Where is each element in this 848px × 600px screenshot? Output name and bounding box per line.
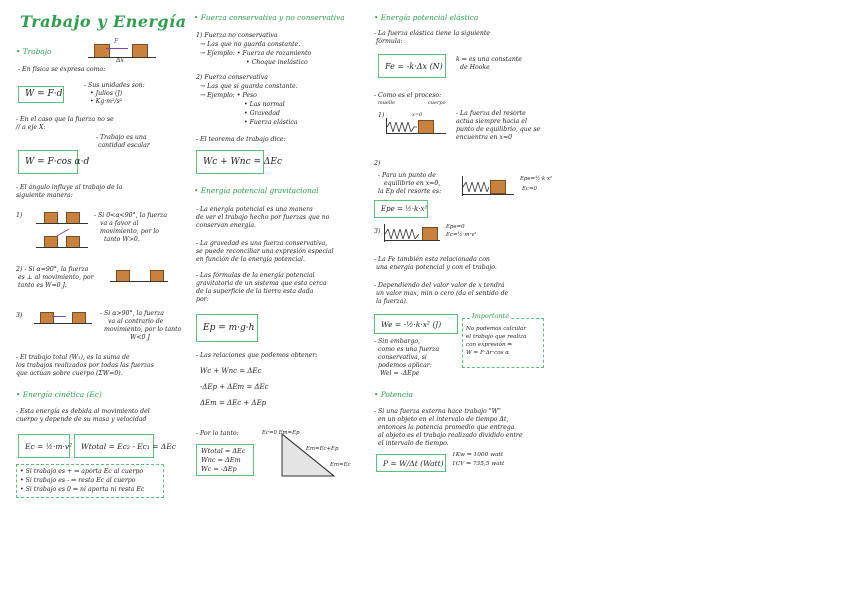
potencial-line-1: - La energía potencial es una manera	[196, 206, 313, 213]
total-line-2: los trabajos realizados por todas las fuerzas	[16, 362, 154, 369]
case3-line-1: - Si α>90°, la fuerza	[100, 310, 164, 317]
formula-work: W = F·d	[18, 86, 64, 103]
potencial-heading: • Energía potencial gravitacional	[194, 186, 319, 195]
elastica-heading: • Energía potencial elástica	[374, 13, 479, 22]
punto-line-3: la Ep del resorte es:	[378, 188, 442, 195]
gravedad-line-1: - La gravedad es una fuerza conservativa,	[196, 240, 328, 247]
formula-epe: Epe = ½·k·x²	[374, 200, 428, 218]
case2-line-1: 2) - Si α=90°, la fuerza	[16, 266, 89, 273]
proceso-text: - Como es el proceso:	[374, 92, 442, 99]
case2-line-2: es ⊥ al movimiento, por	[18, 274, 94, 281]
formulas-line-4: por:	[196, 296, 209, 303]
rule-zero: • Si trabajo es 0 ⇒ ni aporta ni resta Ec	[20, 486, 145, 493]
fuerzas-heading: • Fuerza conservativa y no conservativa	[194, 13, 345, 22]
spring-figure-2	[462, 176, 516, 200]
k-line-2: de Hooke	[460, 64, 490, 71]
dep-line-1: - Dependiendo del valor valor de x tendrá	[374, 282, 505, 289]
case3-line-3: movimiento, por lo tanto	[104, 326, 182, 333]
formulas-line-3: de la superficie de la tierra esta dada	[196, 288, 314, 295]
fuerza-line-4: encuentra en x=0	[456, 134, 513, 141]
case1-number: 1)	[16, 212, 23, 219]
fig2-number: 2)	[374, 160, 381, 167]
units-line-2: • Julios (J)	[90, 90, 123, 97]
potencial-line-2: de ver el trabajo hecho por fuerzas que no	[196, 214, 330, 221]
summary-line-3: Wc = -ΔEp	[201, 465, 237, 473]
x0-label: x=0	[412, 112, 423, 118]
case1-figure	[36, 206, 90, 252]
units-line-1: - Sus unidades son:	[84, 82, 145, 89]
fig3-number: 3)	[374, 228, 381, 235]
triangle-label-bottom: Em=Ec	[330, 462, 351, 468]
fig3-epe: Epe=0	[446, 224, 465, 230]
case1-line-2: va a favor al	[100, 220, 139, 227]
total-line-1: - El trabajo total (W₁), es la suma de	[16, 354, 130, 361]
escalar-line-2: cantidad escalar	[98, 142, 150, 149]
importante-line-1: No podemos calcular	[466, 326, 526, 332]
angulo-line-2: siguiente manera:	[16, 192, 73, 199]
case1-line-1: - Si 0<α<90°, la fuerza	[94, 212, 168, 219]
sin-line-4: podemos aplicar:	[378, 362, 432, 369]
units-line-3: • Kg·m²/s²	[90, 98, 123, 105]
spring-figure-1	[386, 118, 448, 138]
nc-title: 1) Fuerza no conservativa	[196, 32, 278, 39]
formula-potencia: P = W/Δt (Watt)	[376, 454, 446, 472]
importante-title: Importante	[472, 312, 510, 320]
formula-ec: Ec = ½·m·v²	[18, 434, 70, 458]
nc-item-3: • Choque inelástico	[246, 59, 308, 66]
potencia-line-2: en un objeto en el intervalo de tiempo Δt,	[378, 416, 509, 423]
fuerza-line-1: - La fuerza del resorte	[456, 110, 526, 117]
formula-work-cos: W = F·cos α·d	[18, 150, 78, 174]
relaciones-text: - Las relaciones que podemos obtener:	[196, 352, 318, 359]
formula-wtotal: Wtotal = Ec₂ - Ec₁ = ΔEc	[74, 434, 154, 458]
potencia-line-1: - Si una fuerza externa hace trabajo "W"	[374, 408, 501, 415]
trabajo-figure	[88, 40, 158, 62]
angulo-line-1: - El ángulo influye al trabajo de la	[16, 184, 123, 191]
c-item-1: → Las que si guarda constante.	[200, 83, 298, 90]
c-item-3: • Las normal	[244, 101, 285, 108]
formula-we: We = -½·k·x² (J)	[374, 314, 458, 334]
fuerza-line-3: punto de equilibrio, que se	[456, 126, 541, 133]
spring-figure-3	[384, 224, 442, 246]
nc-item-1: → Las que no guarda constante.	[200, 41, 301, 48]
c-title: 2) Fuerza conservativa	[196, 74, 268, 81]
hooke-line-2: fórmula:	[376, 38, 403, 45]
fuerza-line-2: actúa siempre hacia el	[456, 118, 527, 125]
potencia-heading: • Potencia	[374, 390, 413, 399]
case1-line-3: movimiento, por lo	[100, 228, 160, 235]
sin-line-2: como es una fuerza	[378, 346, 440, 353]
case3-line-4: W<0 J	[130, 334, 150, 341]
k-line-1: k ⇒ es una constante	[456, 56, 522, 63]
fig3-ec: Ec=½·m·v²	[446, 232, 477, 238]
sin-line-1: - Sin embargo,	[374, 338, 421, 345]
fig2-epe: Epe=½·k·x²	[520, 176, 553, 182]
caso-line-1: - En el caso que la fuerza no se	[16, 116, 114, 123]
formula-ep: Ep = m·g·h	[196, 314, 258, 342]
triangle-label-top: Ec=0 Em=Ep	[262, 430, 300, 436]
case3-number: 3)	[16, 312, 23, 319]
cinetica-line-1: - Esta energía es debida al movimiento del	[16, 408, 150, 415]
triangle-label-mid: Em=Ec+Ep	[306, 446, 339, 452]
fig1-number: 1)	[378, 112, 385, 119]
gravedad-line-3: en función de la energía potencial.	[196, 256, 305, 263]
relacion-2: -ΔEp + ΔEm = ΔEc	[200, 383, 269, 391]
relacion-3: ΔEm = ΔEc + ΔEp	[200, 399, 267, 407]
por-lado-text: - Por lo tanto:	[196, 430, 239, 437]
formula-hooke: Fe = -k·Δx (N)	[378, 54, 446, 78]
potencia-line-3: entonces la potencia promedio que entrega	[378, 424, 515, 431]
case2-figure	[110, 264, 170, 286]
conversion-cv: 1CV ⇒ 735,5 watt	[452, 461, 505, 467]
summary-box	[196, 444, 254, 476]
cinetica-line-2: cuerpo y depende de su masa y velocidad	[16, 416, 147, 423]
page-title: Trabajo y Energía	[20, 12, 187, 31]
muelle-label: muelle	[378, 100, 396, 106]
summary-line-2: Wnc = ΔEm	[201, 456, 241, 464]
importante-line-3: con expresión ⇒	[466, 342, 513, 348]
rule-negative: • Si trabajo es - ⇒ resta Ec al cuerpo	[20, 477, 136, 484]
nc-item-2: → Ejemplo: • Fuerza de rozamiento	[200, 50, 312, 57]
sin-line-5: Wel = -ΔEpe	[380, 370, 420, 377]
caso-line-2: // a eje X:	[16, 124, 46, 131]
case2-line-3: tanto es W=0 J.	[18, 282, 67, 289]
punto-line-2: equilibrio en x=0,	[384, 180, 441, 187]
cuerpo-label: cuerpo	[428, 100, 446, 106]
case3-line-2: va al contrario de	[108, 318, 164, 325]
potencia-line-4: al objeto es el trabajo realizado dividido entre	[378, 432, 523, 439]
potencial-line-3: conservan energía.	[196, 222, 256, 229]
potencia-line-5: el intervalo de tiempo.	[378, 440, 449, 447]
dx-label: Δx	[116, 57, 124, 64]
formulas-line-1: - Las fórmulas de la energía potencial	[196, 272, 315, 279]
total-line-3: que actúan sobre cuerpo (ΣW=0).	[16, 370, 123, 377]
c-item-2: → Ejemplo: • Peso	[200, 92, 257, 99]
dep-line-3: la fuerza).	[376, 298, 408, 305]
dep-line-2: un valor max, min o cero (da el sentido de	[376, 290, 509, 297]
gravedad-line-2: se puede reconciliar una expresión especial	[196, 248, 334, 255]
summary-line-1: Wtotal = ΔEc	[201, 447, 246, 455]
teorema-text: - El teorema de trabajo dice:	[196, 136, 286, 143]
escalar-line-1: - Trabajo es una	[96, 134, 147, 141]
fe-line-2: una energía potencial y con el trabajo.	[376, 264, 497, 271]
c-item-4: • Gravedad	[244, 110, 280, 117]
case3-figure	[34, 306, 94, 328]
conversion-kw: 1Kw ⇒ 1000 watt	[452, 452, 504, 458]
hooke-line-1: - La fuerza elástica tiene la siguiente	[374, 30, 490, 37]
force-label: F	[114, 38, 119, 45]
fig2-ec: Ec=0	[522, 186, 537, 192]
case1-line-4: tanto W>0.	[104, 236, 140, 243]
intro-text: - En física se expresa como:	[18, 66, 106, 73]
importante-line-4: W = F·Δr·cos α	[466, 350, 510, 356]
formulas-line-2: gravitatoria de un sistema que esta cerca	[196, 280, 327, 287]
c-item-5: • Fuerza elástica	[244, 119, 298, 126]
importante-line-2: el trabajo que realiza	[466, 334, 527, 340]
rule-positive: • Si trabajo es + ⇒ aporta Ec al cuerpo	[20, 468, 144, 475]
punto-line-1: - Para un punto de	[378, 172, 436, 179]
fe-line-1: - La Fe también esta relacionada con	[374, 256, 490, 263]
trabajo-heading: • Trabajo	[16, 47, 52, 56]
formula-teorema: Wc + Wnc = ΔEc	[196, 150, 264, 174]
sin-line-3: conservativa, si	[378, 354, 427, 361]
relacion-1: Wc + Wnc = ΔEc	[200, 367, 262, 375]
cinetica-heading: • Energía cinética (Ec)	[16, 390, 102, 399]
